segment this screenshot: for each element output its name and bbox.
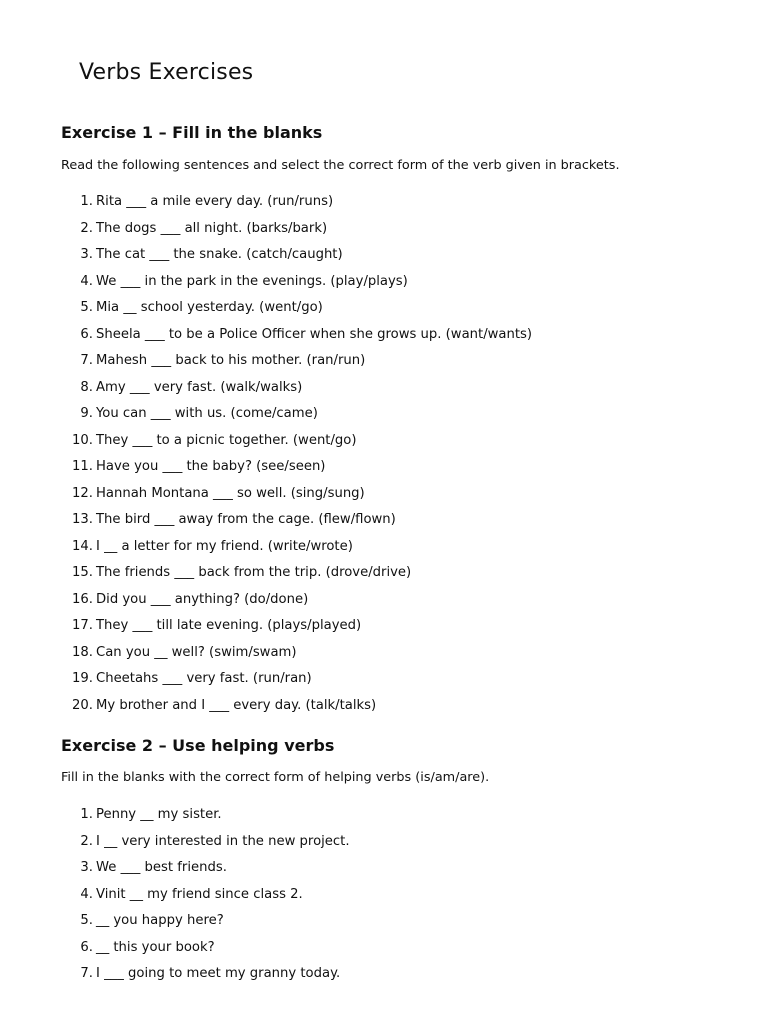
item-text: You can ___ with us. (come/came) [96, 406, 318, 421]
list-item [0, 375, 532, 402]
item-text: Cheetahs ___ very fast. (run/ran) [96, 671, 312, 686]
item-number: 4. [80, 886, 93, 902]
item-number: 4. [80, 273, 93, 289]
list-item [0, 401, 532, 428]
item-text: I __ a letter for my friend. (write/wrote) [96, 538, 353, 554]
item-number: 18. [72, 644, 93, 660]
item-number: 2. [80, 833, 93, 849]
list-item [0, 348, 532, 375]
list-item [0, 855, 350, 882]
item-number: 13. [72, 512, 93, 527]
item-number: 1. [80, 194, 93, 209]
item-number: 16. [72, 591, 93, 607]
item-text: __ you happy here? [96, 913, 224, 928]
list-item [0, 534, 532, 561]
list-item [0, 802, 350, 829]
page-title: Verbs Exercises [79, 60, 254, 85]
item-number: 6. [80, 326, 93, 342]
exercise-2-instruction: Fill in the blanks with the correct form of helping verbs (is/am/are). [61, 770, 490, 785]
item-text: The cat ___ the snake. (catch/caught) [96, 247, 343, 262]
exercise-1-instruction: Read the following sentences and select the correct form of the verb given in brackets. [61, 158, 620, 173]
item-text: Vinit __ my friend since class 2. [96, 886, 303, 902]
item-number: 8. [80, 379, 93, 395]
item-text: They ___ till late evening. (plays/played) [96, 618, 362, 633]
list-item [0, 269, 532, 296]
item-number: 3. [80, 247, 93, 262]
list-item [0, 560, 532, 587]
item-text: My brother and I ___ every day. (talk/talks) [96, 697, 377, 713]
item-text: I __ very interested in the new project. [96, 833, 350, 849]
item-text: We ___ in the park in the evenings. (play/plays) [96, 273, 408, 289]
item-number: 7. [80, 966, 93, 981]
item-text: I ___ going to meet my granny today. [96, 966, 341, 981]
item-number: 7. [80, 353, 93, 368]
list-item [0, 587, 532, 614]
item-text: Mahesh ___ back to his mother. (ran/run) [96, 353, 366, 368]
item-number: 3. [80, 860, 93, 875]
item-text: Penny __ my sister. [96, 807, 222, 822]
list-item [0, 693, 532, 720]
item-text: Rita ___ a mile every day. (run/runs) [96, 194, 334, 209]
item-number: 15. [72, 565, 93, 580]
item-text: Did you ___ anything? (do/done) [96, 591, 309, 607]
exercise-1-heading: Exercise 1 – Fill in the blanks [61, 123, 323, 142]
list-item [0, 613, 532, 640]
list-item [0, 242, 532, 269]
list-item [0, 454, 532, 481]
item-text: Amy ___ very fast. (walk/walks) [96, 379, 303, 395]
item-text: The bird ___ away from the cage. (flew/flown) [96, 512, 396, 527]
item-number: 20. [72, 697, 93, 713]
list-item [0, 935, 350, 962]
exercise-1-list [0, 189, 532, 719]
item-text: __ this your book? [96, 939, 215, 955]
item-number: 5. [80, 300, 93, 315]
item-text: Hannah Montana ___ so well. (sing/sung) [96, 485, 365, 501]
item-text: They ___ to a picnic together. (went/go) [96, 432, 357, 448]
list-item [0, 189, 532, 216]
item-text: Mia __ school yesterday. (went/go) [96, 300, 323, 315]
item-number: 14. [72, 538, 93, 554]
item-number: 12. [72, 485, 93, 501]
list-item [0, 829, 350, 856]
item-number: 6. [80, 939, 93, 955]
item-text: Can you __ well? (swim/swam) [96, 644, 297, 660]
item-number: 10. [72, 432, 93, 448]
item-text: Sheela ___ to be a Police Officer when she grows up. (want/wants) [96, 326, 533, 342]
list-item [0, 908, 350, 935]
list-item [0, 640, 532, 667]
item-number: 9. [80, 406, 93, 421]
list-item [0, 295, 532, 322]
exercise-2-heading: Exercise 2 – Use helping verbs [61, 736, 335, 755]
list-item [0, 507, 532, 534]
list-item [0, 428, 532, 455]
item-number: 19. [72, 671, 93, 686]
item-number: 11. [72, 459, 93, 474]
list-item [0, 481, 532, 508]
list-item [0, 666, 532, 693]
item-number: 2. [80, 220, 93, 236]
list-item [0, 322, 532, 349]
list-item [0, 961, 350, 988]
item-text: The friends ___ back from the trip. (drove/drive) [96, 565, 412, 580]
list-item [0, 216, 532, 243]
item-text: The dogs ___ all night. (barks/bark) [96, 220, 328, 236]
list-item [0, 882, 350, 909]
item-number: 1. [80, 807, 93, 822]
exercise-2-list [0, 802, 350, 988]
item-text: We ___ best friends. [96, 860, 227, 875]
item-text: Have you ___ the baby? (see/seen) [96, 459, 326, 474]
item-number: 17. [72, 618, 93, 633]
item-number: 5. [80, 913, 93, 928]
